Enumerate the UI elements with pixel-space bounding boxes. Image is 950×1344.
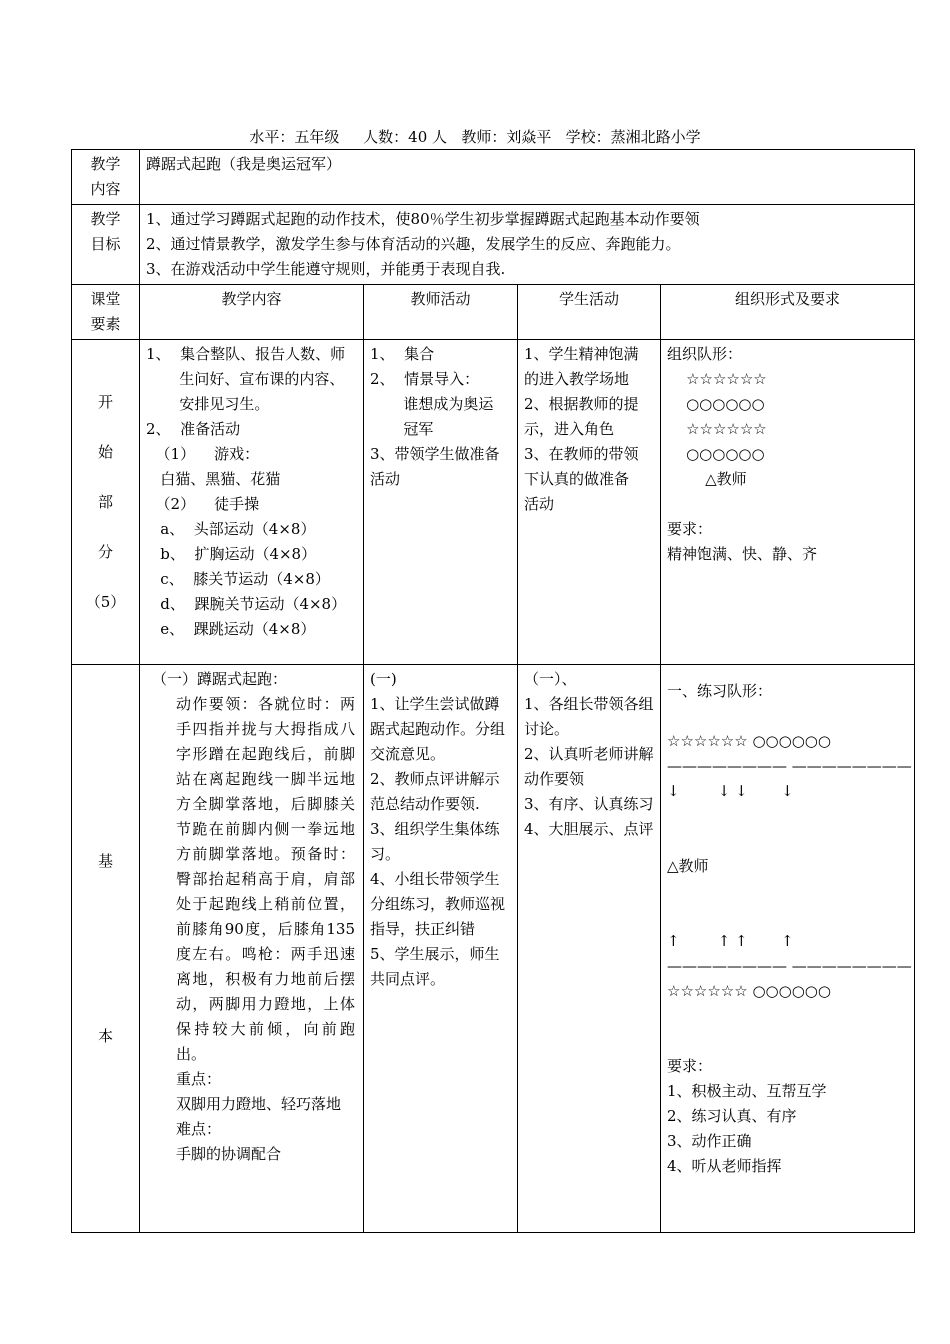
header-content: 教学内容 [140,285,364,340]
basic-content: （一）蹲踞式起跑： 动作要领：各就位时：两手四指并拢与大拇指成八字形蹭在起跑线后，前脚站在离起跑线一脚半远地方全脚掌落地，后脚膝关节跪在前脚内侧一拳远地方前脚掌落地。预备时：臀部抬起稍高于肩，肩部处于起跑线上稍前位置，前膝角90度，后膝角135度左右。鸣枪：两手迅速离地，积极有力地前后摆动，两脚用力蹬地，上体保持较大前倾，向前跑出。 重点： 双脚用力蹬地、轻巧落地 难点： 手脚的协调配合 [140,665,364,1233]
row-basic-section [72,665,915,1233]
label-teaching-goals: 教学 目标 [72,205,140,285]
formation-row: ○○○○○○ [667,445,765,463]
formation-row: ☆☆☆☆☆☆ ○○○○○○ [667,982,831,1000]
basic-section-label: 基 本 [72,665,140,1233]
formation-row: ☆☆☆☆☆☆ [667,420,767,438]
arrow-down-row: ↓ ↓ ↓ ↓ [667,782,794,800]
teacher-marker: △教师 [667,470,747,488]
row-column-headers [72,285,915,340]
header-teacher: 教师活动 [364,285,518,340]
basic-content-body: 动作要领：各就位时：两手四指并拢与大拇指成八字形蹭在起跑线后，前脚站在离起跑线一脚半远地方全脚掌落地，后脚膝关节跪在前脚内侧一拳远地方前脚掌落地。预备时：臀部抬起稍高于肩，肩部处于起跑线上稍前位置，前膝角90度，后膝角135度左右。鸣枪：两手迅速离地，积极有力地前后摆动，两脚用力蹬地，上体保持较大前倾，向前跑出。 [176,695,355,1063]
formation-row: ○○○○○○ [667,395,765,413]
start-organization: 组织队形： ☆☆☆☆☆☆ ○○○○○○ ☆☆☆☆☆☆ ○○○○○○ △教师 要求： 精神饱满、快、静、齐 [661,340,915,665]
basic-content-title: （一）蹲踞式起跑： [152,670,288,688]
start-line: ———————— ———————— [667,957,912,975]
header-organization: 组织形式及要求 [661,285,915,340]
row-teaching-content [72,150,915,205]
start-student-activity: 1、学生精神饱满 的进入教学场地 2、根据教师的提 示，进入角色 3、在教师的带领 下认真的做准备 活动 [518,340,661,665]
header-element: 课堂 要素 [72,285,140,340]
basic-student-activity: （一）、 1、各组长带领各组讨论。 2、认真听老师讲解动作要领 3、有序、认真练习 4、大胆展示、点评 [518,665,661,1233]
goal-item: 1、通过学习蹲踞式起跑的动作技术，使80％学生初步掌握蹲踞式起跑基本动作要领 [146,210,700,228]
teacher-marker: △教师 [667,857,709,875]
start-line: ———————— ———————— [667,757,912,775]
basic-organization: 一、练习队形： ☆☆☆☆☆☆ ○○○○○○ ———————— ———————— ↓ ↓ ↓ ↓ △教师 ↑ ↑ ↑ ↑ ———————— ———————— ☆☆☆☆☆☆ ○○○○○○ 要求： 1、积极主动、互帮互学 2、练习认真、有序 3、动作正确 4、听从老师指挥 [661,665,915,1233]
teaching-content-value: 蹲踞式起跑（我是奥运冠军） [140,150,915,205]
start-teacher-activity: 1、 集合 2、 情景导入： 谁想成为奥运 冠军 3、带领学生做准备 活动 [364,340,518,665]
start-content: 1、 集合整队、报告人数、师 生问好、宣布课的内容、 安排见习生。 2、 准备活动 （1） 游戏： 白猫、黑猫、花猫 （2） 徒手操 a、 头部运动（4×8） b、 扩胸运动（4×8） c、 膝关节运动（4×8） d、 踝腕关节运动（4×8） e、 踝跳运动（4×8） [140,340,364,665]
formation-row: ☆☆☆☆☆☆ ○○○○○○ [667,732,831,750]
basic-teacher-activity: (一) 1、让学生尝试做蹲踞式起跑动作。分组交流意见。 2、教师点评讲解示范总结动作要领. 3、组织学生集体练习。 4、小组长带领学生分组练习，教师巡视指导，扶正纠错 5、学生展示，师生共同点评。 [364,665,518,1233]
lesson-header: 水平：五年级 人数：40 人 教师：刘焱平 学校：蒸湘北路小学 [249,128,701,146]
formation-row: ☆☆☆☆☆☆ [667,370,767,388]
lesson-plan-table [71,149,915,1233]
row-start-section [72,340,915,665]
teaching-goals-list [140,205,915,285]
row-teaching-goals [72,205,915,285]
header-student: 学生活动 [518,285,661,340]
arrow-up-row: ↑ ↑ ↑ ↑ [667,932,794,950]
label-teaching-content: 教学 内容 [72,150,140,205]
goal-item: 3、在游戏活动中学生能遵守规则，并能勇于表现自我. [146,260,506,278]
start-section-label: 开 始 部 分 （5） [72,340,140,665]
goal-item: 2、通过情景教学，激发学生参与体育活动的兴趣，发展学生的反应、奔跑能力。 [146,235,681,253]
